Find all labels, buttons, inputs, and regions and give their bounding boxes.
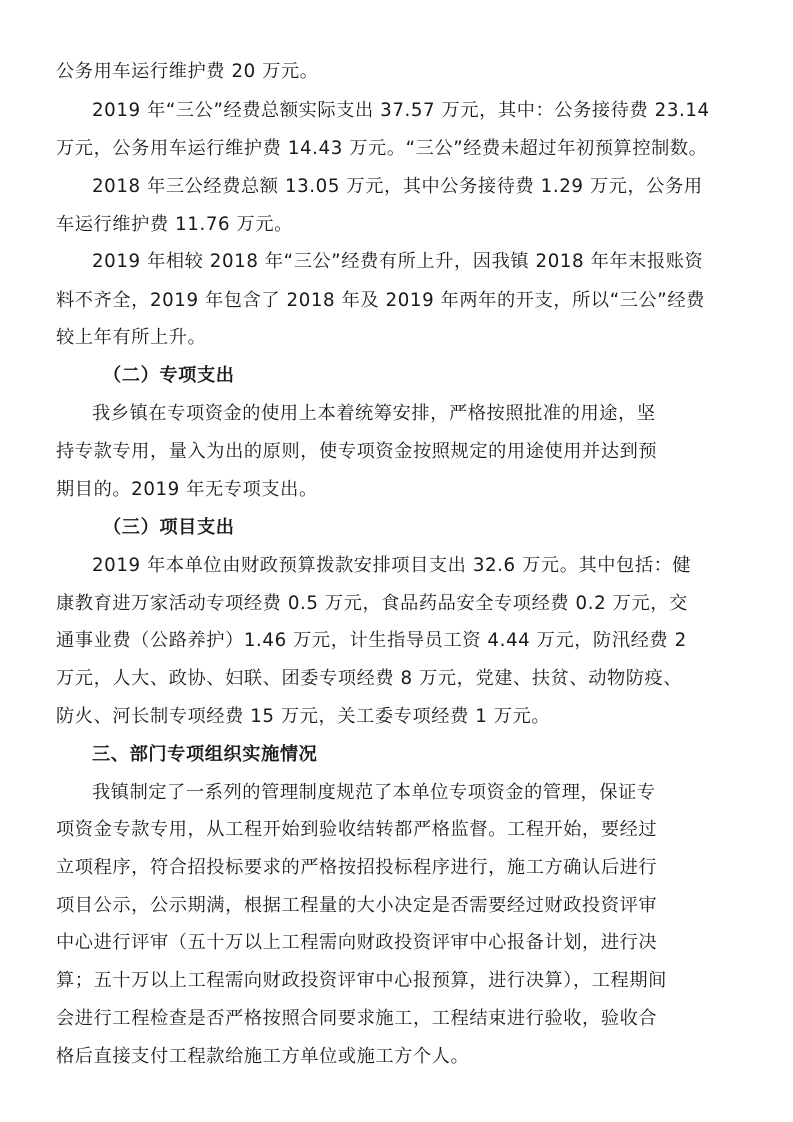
paragraph-line: 格后直接支付工程款给施工方单位或施工方个人。 [56, 1046, 470, 1067]
paragraph-line: 算；五十万以上工程需向财政投资评审中心报预算，进行决算），工程期间 [56, 970, 667, 991]
paragraph-line: 我镇制定了一系列的管理制度规范了本单位专项资金的管理，保证专 [92, 782, 656, 803]
paragraph-line: 项资金专款专用，从工程开始到验收结转都严格监督。工程开始，要经过 [56, 819, 658, 840]
paragraph-line: 2019 年“三公”经费总额实际支出 37.57 万元，其中：公务接待费 23.14 [92, 100, 710, 121]
paragraph-line: 立项程序，符合招投标要求的严格按招投标程序进行，施工方确认后进行 [56, 857, 658, 878]
subsection-heading: （二）专项支出 [103, 365, 235, 386]
paragraph-line: 较上年有所上升。 [56, 327, 207, 348]
paragraph-line: 防火、河长制专项经费 15 万元，关工委专项经费 1 万元。 [56, 706, 551, 727]
paragraph-line: 中心进行评审（五十万以上工程需向财政投资评审中心报备计划，进行决 [56, 932, 658, 953]
paragraph-line: 期目的。2019 年无专项支出。 [56, 479, 318, 500]
section-heading: 三、部门专项组织实施情况 [92, 744, 318, 765]
paragraph-line: 通事业费（公路养护）1.46 万元，计生指导员工资 4.44 万元，防汛经费 2 [56, 630, 687, 651]
subsection-heading: （三）项目支出 [103, 517, 235, 538]
paragraph-line: 万元，公务用车运行维护费 14.43 万元。“三公”经费未超过年初预算控制数。 [56, 138, 708, 159]
paragraph-line: 持专款专用，量入为出的原则，使专项资金按照规定的用途使用并达到预 [56, 441, 658, 462]
paragraph-line: 康教育进万家活动专项经费 0.5 万元，食品药品安全专项经费 0.2 万元，交 [56, 593, 688, 614]
paragraph-line: 我乡镇在专项资金的使用上本着统筹安排，严格按照批准的用途，坚 [92, 403, 656, 424]
paragraph-line: 公务用车运行维护费 20 万元。 [56, 61, 319, 82]
paragraph-line: 2018 年三公经费总额 13.05 万元，其中公务接待费 1.29 万元，公务用 [92, 176, 703, 197]
paragraph-line: 万元，人大、政协、妇联、团委专项经费 8 万元，党建、扶贫、动物防疫、 [56, 668, 683, 689]
paragraph-line: 车运行维护费 11.76 万元。 [56, 214, 293, 235]
paragraph-line: 料不齐全，2019 年包含了 2018 年及 2019 年两年的开支，所以“三公”经费 [56, 290, 705, 311]
paragraph-line: 2019 年本单位由财政预算拨款安排项目支出 32.6 万元。其中包括：健 [92, 555, 692, 576]
paragraph-line: 项目公示，公示期满，根据工程量的大小决定是否需要经过财政投资评审 [56, 895, 658, 916]
paragraph-line: 会进行工程检查是否严格按照合同要求施工，工程结束进行验收，验收合 [56, 1008, 658, 1029]
paragraph-line: 2019 年相较 2018 年“三公”经费有所上升，因我镇 2018 年年末报账资 [92, 251, 704, 272]
